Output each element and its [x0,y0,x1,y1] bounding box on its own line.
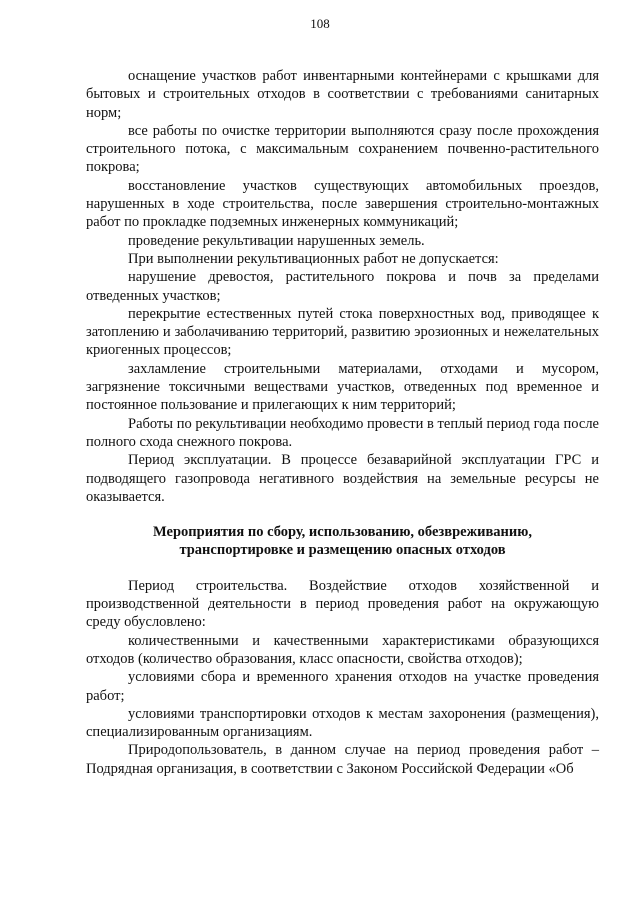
paragraph-containers: оснащение участков работ инвентарными контейнерами с крышками для бытовых и строительных отходов в соответствии с требованиями санитарных норм; [86,68,599,121]
paragraph-collection-storage: условиями сбора и временного хранения отходов на участке проведения работ; [86,669,599,704]
section-heading [86,523,599,560]
spacer [86,506,599,523]
paragraph-transportation: условиями транспортировки отходов к местам захоронения (размещения), специализированным организациям. [86,705,599,741]
paragraph-territory-cleaning: все работы по очистке территории выполняются сразу после прохождения строительного потока, с максимальным сохранением почвенно-растительного покрова; [86,122,599,176]
paragraph-warm-period: Работы по рекультивации необходимо провести в теплый период года после полного схода снежного покрова. [86,415,599,450]
paragraph-water-runoff: перекрытие естественных путей стока поверхностных вод, приводящее к затоплению и заболачиванию территорий, развитию эрозионных и нежелательных криогенных процессов; [86,305,599,359]
paragraph-not-allowed-intro: При выполнении рекультивационных работ не допускается: [128,250,499,267]
paragraph-road-restoration: восстановление участков существующих автомобильных проездов, нарушенных в ходе строительства, после завершения строительно-монтажных работ по прокладке подземных инженерных коммуникаций; [86,177,599,231]
paragraph-waste-characteristics: количественными и качественными характеристиками образующихся отходов (количество образования, класс опасности, свойства отходов); [86,632,599,667]
paragraph-nature-user: Природопользователь, в данном случае на период проведения работ – Подрядная организация, в соответствии с Законом Российской Федерации «Об [86,742,599,777]
section-heading-line-1: Мероприятия по сбору, использованию, обезвреживанию, [153,524,532,541]
paragraph-construction-period: Период строительства. Воздействие отходов хозяйственной и производственной деятельности в период проведения работ на окружающую среду обусловлено: [86,577,599,631]
spacer [86,560,599,577]
section-heading-line-2: транспортировке и размещению опасных отходов [179,542,506,559]
paragraph-operation-period: Период эксплуатации. В процессе безаварийной эксплуатации ГРС и подводящего газопровода негативного воздействия на земельные ресурсы не оказывается. [86,452,599,505]
paragraph-forest-damage: нарушение древостоя, растительного покрова и почв за пределами отведенных участков; [86,269,599,304]
paragraph-recultivation: проведение рекультивации нарушенных земель. [128,232,425,249]
paragraph-littering: захламление строительными материалами, отходами и мусором, загрязнение токсичными веществами участков, отведенных под временное и постоянное пользование и прилегающих к ним территорий; [86,360,599,414]
document-body [86,67,599,778]
page-number: 108 [310,16,330,31]
